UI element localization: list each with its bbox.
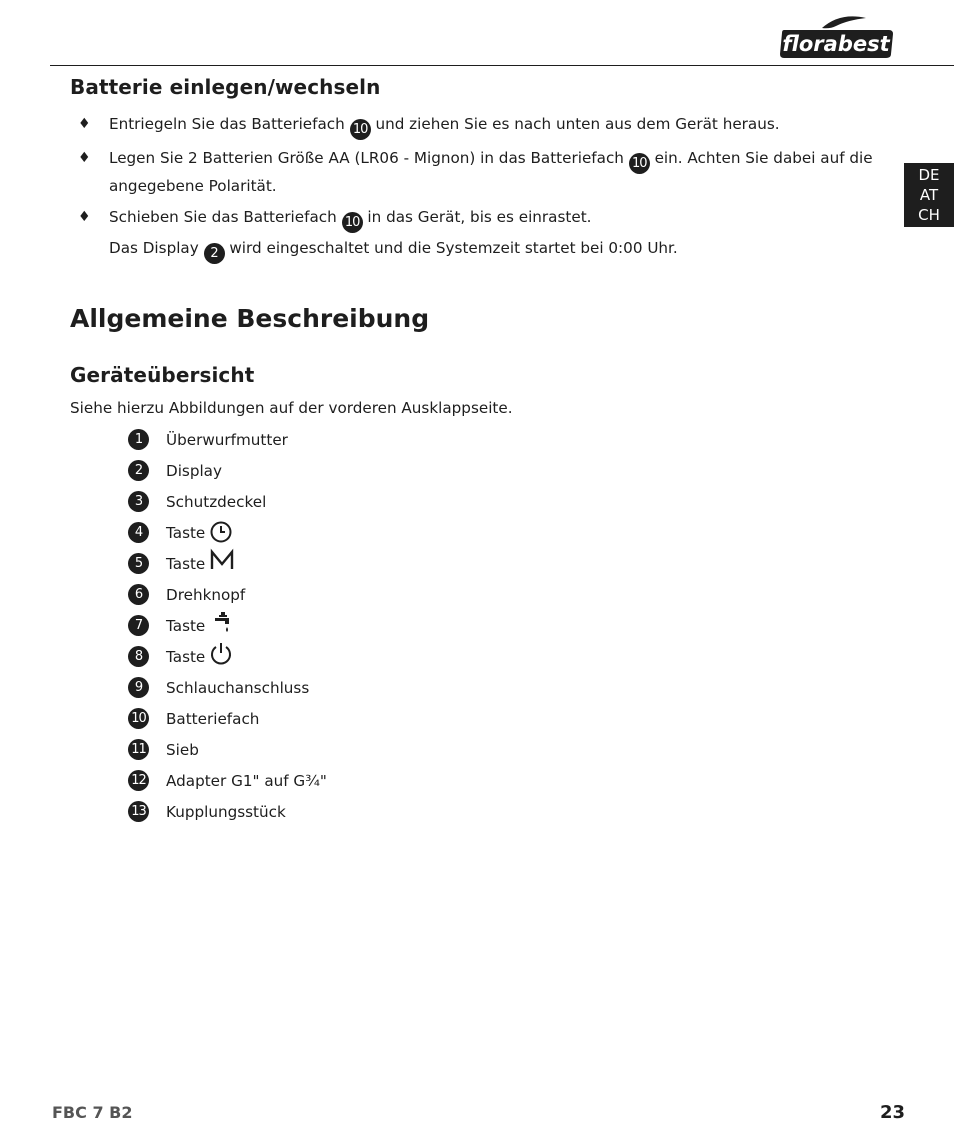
- description-heading: Allgemeine Beschreibung: [70, 304, 430, 333]
- power-icon: [209, 641, 233, 671]
- ref-number-badge: 10: [350, 119, 371, 140]
- item-label: Sieb: [166, 741, 199, 759]
- item-label: Taste: [166, 524, 206, 542]
- bullet-diamond-icon: ♦: [78, 209, 91, 225]
- ref-number-badge: 7: [128, 615, 149, 636]
- item-label: Taste: [166, 555, 206, 573]
- footer-model: FBC 7 B2: [52, 1103, 133, 1122]
- lang-at: AT: [919, 186, 939, 204]
- item-label: Taste: [166, 617, 206, 635]
- lang-ch: CH: [918, 206, 940, 224]
- item-label: Adapter G1" auf G¾": [166, 772, 327, 790]
- ref-number-badge: 5: [128, 553, 149, 574]
- item-label: Batteriefach: [166, 710, 260, 728]
- header-rule: [50, 65, 954, 66]
- clock-icon: [209, 520, 233, 548]
- ref-number-badge: 6: [128, 584, 149, 605]
- florabest-logo: [778, 14, 894, 60]
- bullet-diamond-icon: ♦: [78, 116, 91, 132]
- bullet-diamond-icon: ♦: [78, 150, 91, 166]
- ref-number-badge: 10: [342, 212, 363, 233]
- battery-step-3-followup: Das Display 2 wird eingeschaltet und die Systemzeit startet bei 0:00 Uhr.: [109, 236, 678, 264]
- ref-number-badge: 10: [629, 153, 650, 174]
- lang-de: DE: [918, 166, 940, 184]
- ref-number-badge: 9: [128, 677, 149, 698]
- overview-intro: Siehe hierzu Abbildungen auf der vorderen Ausklappseite.: [70, 399, 513, 417]
- overview-heading: Geräteübersicht: [70, 363, 255, 387]
- item-label: Drehknopf: [166, 586, 246, 604]
- ref-number-badge: 3: [128, 491, 149, 512]
- item-label: Überwurfmutter: [166, 431, 288, 449]
- battery-step-1: Entriegeln Sie das Batteriefach 10 und ziehen Sie es nach unten aus dem Gerät heraus.: [109, 112, 780, 140]
- ref-number-badge: 1: [128, 429, 149, 450]
- battery-step-3: Schieben Sie das Batteriefach 10 in das Gerät, bis es einrastet.: [109, 205, 591, 233]
- ref-number-badge: 2: [128, 460, 149, 481]
- item-label: Schlauchanschluss: [166, 679, 310, 697]
- faucet-icon: [212, 610, 234, 640]
- battery-heading: Batterie einlegen/wechseln: [70, 75, 381, 99]
- page-number: 23: [880, 1102, 906, 1123]
- m-letter-icon: [209, 548, 235, 576]
- ref-number-badge: 8: [128, 646, 149, 667]
- battery-step-2: Legen Sie 2 Batterien Größe AA (LR06 - Mignon) in das Batteriefach 10 ein. Achten Sie dabei auf die angegebene Polarität.: [109, 149, 873, 195]
- ref-number-badge: 13: [128, 801, 149, 822]
- ref-number-badge: 12: [128, 770, 149, 791]
- item-label: Schutzdeckel: [166, 493, 267, 511]
- item-label: Taste: [166, 648, 206, 666]
- ref-number-badge: 4: [128, 522, 149, 543]
- svg-text:florabest: florabest: [782, 32, 890, 56]
- ref-number-badge: 10: [128, 708, 149, 729]
- ref-number-badge: 2: [204, 243, 225, 264]
- item-label: Kupplungsstück: [166, 803, 286, 821]
- item-label: Display: [166, 462, 222, 480]
- ref-number-badge: 11: [128, 739, 149, 760]
- language-tab: [904, 163, 954, 227]
